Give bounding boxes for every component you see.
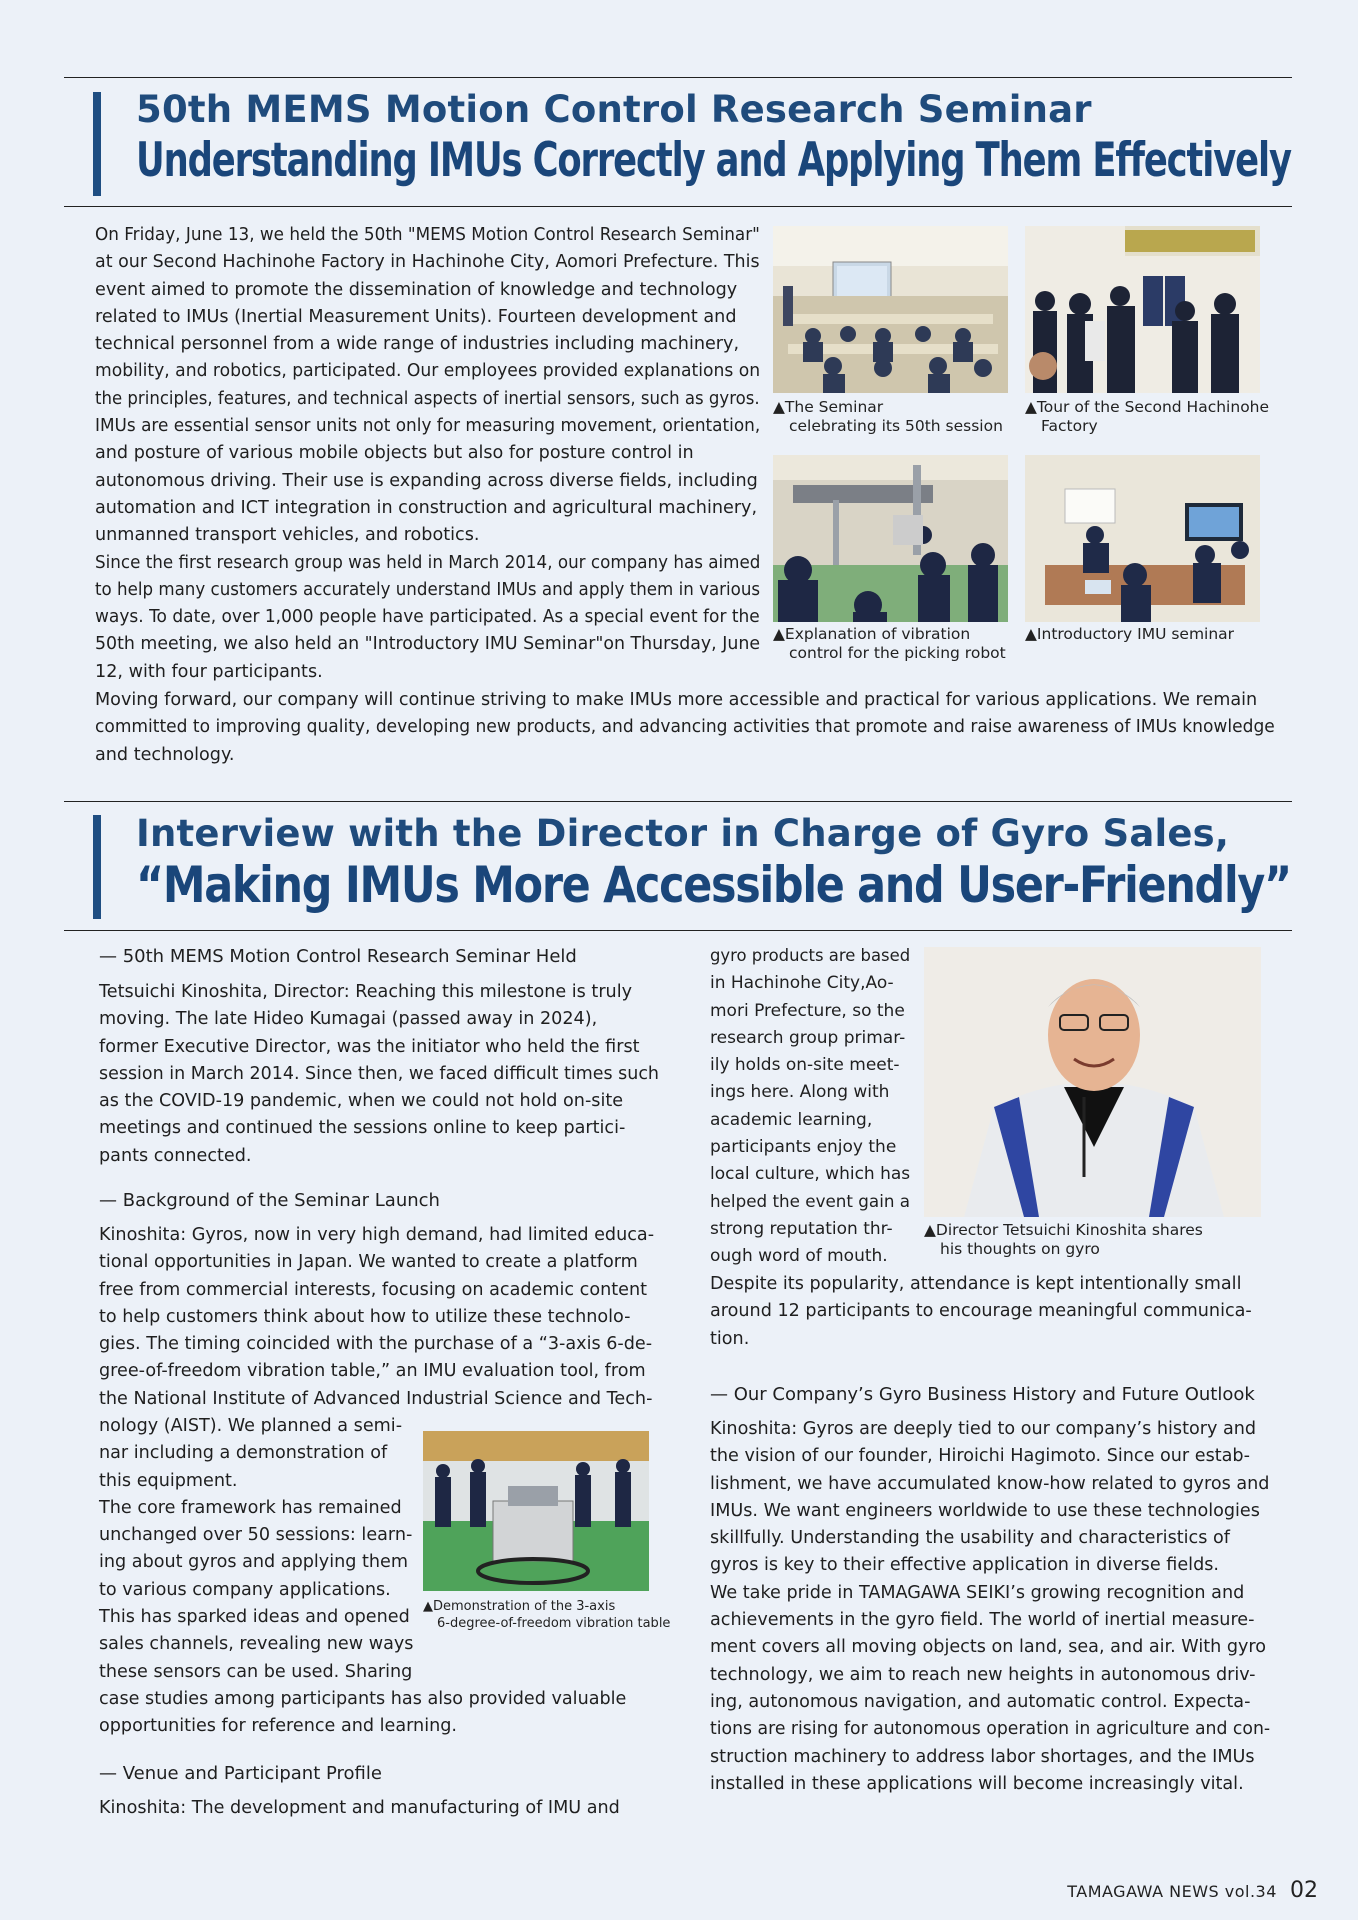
- director-caption: ▲Director Tetsuichi Kinoshita shares his thoughts on gyro: [924, 1221, 1203, 1258]
- tour-caption: ▲Tour of the Second Hachinohe Factory: [1025, 398, 1270, 435]
- vibration-table-demo-photo: [423, 1431, 649, 1591]
- intro-caption: ▲Introductory IMU seminar: [1025, 625, 1235, 643]
- section2-headline: “Making IMUs More Accessible and User-Friendly”: [136, 856, 1291, 914]
- director-portrait-photo: [924, 947, 1261, 1217]
- attendance-paragraph: Despite its popularity, attendance is kept intentionally small around 12 participants to encourage meaningful communica- tion.: [710, 1274, 1252, 1349]
- page-number: 02: [1290, 1878, 1318, 1903]
- interview-answer-2-wrap: nology (AIST). We planned a semi- nar including a demonstration of this equipment. The core framework has remained unchanged over 50 sessions: learn- ing about gyros and applying them to various company applications. This has sparked ideas and opened sales channels, revealing new ways these sensors can be used. Sharing: [99, 1416, 414, 1682]
- subheading-background: — Background of the Seminar Launch: [99, 1190, 440, 1211]
- section1-para2: Moving forward, our company will continue striving to make IMUs more accessible and practical for various applications. We remain committed to improving quality, developing new products, and advancing activities that promote and raise awareness of IMUs knowledge and technology.: [95, 690, 1275, 765]
- section1-intro-text: [95, 222, 760, 686]
- vibration-photo: [773, 455, 1008, 622]
- section1-para1: On Friday, June 13, we held the 50th "MEMS Motion Control Research Seminar" at our Second Hachinohe Factory in Hachinohe City, Aomori Prefecture. This event aimed to promote the dissemination of knowledge and technology related to IMUs (Inertial Measurement Units). Fourteen development and technical personnel from a wide range of industries including machinery, mobility, and robotics, participated. Our employees provided explanations on the principles, features, and technical aspects of inertial sensors, such as gyros. IMUs are essential sensor units not only for measuring movement, orientation, and posture of various mobile objects but also for posture control in autonomous driving. Their use is expanding across diverse fields, including automation and ICT integration in construction and agricultural machinery, unmanned transport vehicles, and robotics. Since the first research group was held in March 2014, our company has aimed to help many customers accurately understand IMUs and apply them in various ways. To date, over 1,000 people have participated. As a special event for the 50th meeting, we also held an "Introductory IMU Seminar"on Thursday, June 12, with four participants.: [95, 225, 761, 682]
- seminar-caption: ▲The Seminar celebrating its 50th session: [773, 398, 1003, 435]
- demo-caption: ▲Demonstration of the 3-axis 6-degree-of-freedom vibration table: [423, 1599, 671, 1631]
- subheading-venue: — Venue and Participant Profile: [99, 1763, 382, 1784]
- section2-bottom-rule: [64, 930, 1292, 931]
- interview-answer-1: Tetsuichi Kinoshita, Director: Reaching this milestone is truly moving. The late Hideo Kumagai (passed away in 2024), former Executive Director, was the initiator who held the first session in March 2014. Since then, we faced difficult times such as the COVID-19 pandemic, when we could not hold on-site meetings and continued the sessions online to keep partici- pants connected.: [99, 982, 659, 1166]
- subheading-business-history: — Our Company’s Gyro Business History and Future Outlook: [710, 1384, 1255, 1405]
- section1-kicker: 50th MEMS Motion Control Research Seminar: [136, 88, 1092, 131]
- subheading-seminar-held: — 50th MEMS Motion Control Research Seminar Held: [99, 946, 577, 967]
- section2-top-rule: [64, 801, 1292, 802]
- section2-accent-bar: [93, 815, 101, 919]
- section1-headline: Understanding IMUs Correctly and Applying Them Effectively: [136, 133, 1291, 188]
- interview-answer-2: Kinoshita: Gyros, now in very high demand, had limited educa- tional opportunities in Japan. We wanted to create a platform free from commercial interests, focusing on academic content to help customers think about how to utilize these technolo- gies. The timing coincided with the purchase of a “3-axis 6-de- gree-of-freedom vibration table,” an IMU evaluation tool, from the National Institute of Advanced Industrial Science and Tech-: [99, 1225, 655, 1409]
- tour-photo: [1025, 226, 1260, 393]
- section1-top-rule: [64, 77, 1292, 78]
- vibration-caption: ▲Explanation of vibration control for the picking robot: [773, 625, 1006, 662]
- section2-kicker: Interview with the Director in Charge of Gyro Sales,: [136, 812, 1230, 855]
- seminar-photo: [773, 226, 1008, 393]
- page-footer: [1067, 1878, 1318, 1903]
- section1-bottom-rule: [64, 206, 1292, 207]
- interview-answer-2-tail: case studies among participants has also provided valuable opportunities for reference and learning.: [99, 1689, 627, 1737]
- section1-accent-bar: [93, 92, 101, 196]
- intro-seminar-photo: [1025, 455, 1260, 622]
- interview-answer-3: Kinoshita: The development and manufacturing of IMU and: [99, 1798, 620, 1818]
- interview-answer-4: Kinoshita: Gyros are deeply tied to our company’s history and the vision of our founder, Hiroichi Hagimoto. Since our estab- lishment, we have accumulated know-how related to gyros and IMUs. We want engineers worldwide to use these technologies skillfully. Understanding the usability and characteristics of gyros is key to their effective application in diverse fields. We take pride in TAMAGAWA SEIKI’s growing recognition and achievements in the gyro field. The world of inertial measure- ment covers all moving objects on land, sea, and air. With gyro technology, we aim to reach new heights in autonomous driv- ing, autonomous navigation, and automatic control. Expecta- tions are rising for autonomous operation in agriculture and con- struction machinery to address labor shortages, and the IMUs installed in these applications will become increasingly vital.: [710, 1419, 1271, 1794]
- interview-answer-3-continued: gyro products are based in Hachinohe City,Ao- mori Prefecture, so the research group primar- ily holds on-site meet- ings here. Along with academic learning, participants enjoy the local culture, which has helped the event gain a strong reputation thr- ough word of mouth.: [710, 946, 911, 1267]
- publication-name: TAMAGAWA NEWS vol.34: [1067, 1882, 1277, 1901]
